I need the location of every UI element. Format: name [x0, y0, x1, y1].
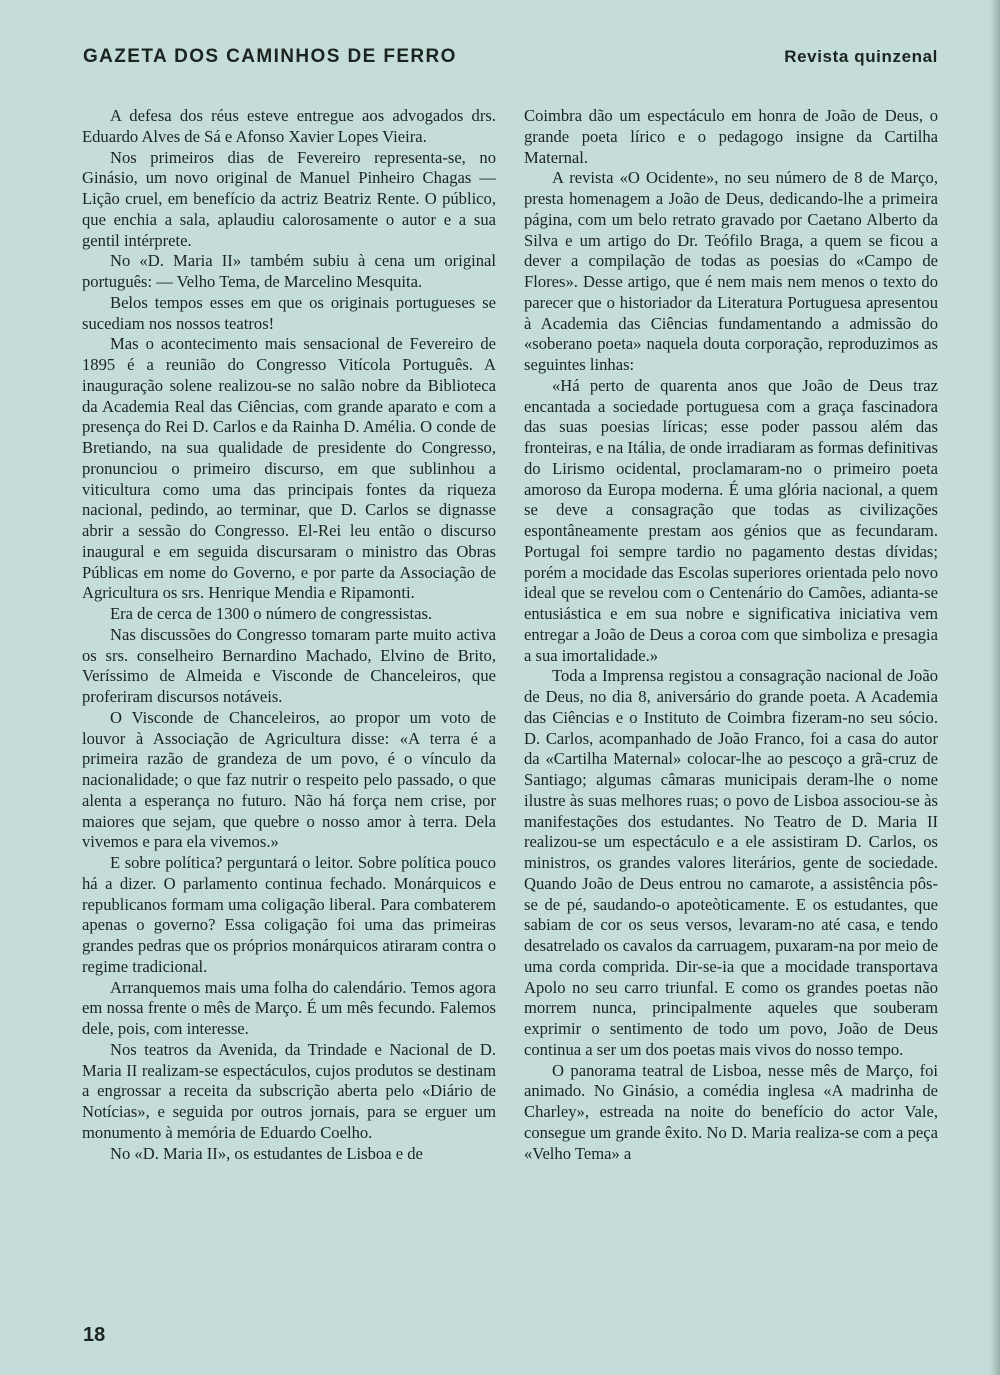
- paragraph: Nas discussões do Congresso tomaram parte muito activa os srs. conselheiro Bernardino Machado, Elvino de Brito, Veríssimo de Almeida e Visconde de Chanceleiros, que proferiram discursos notáveis.: [82, 624, 496, 706]
- paragraph: Belos tempos esses em que os originais portugueses se sucediam nos nossos teatros!: [82, 292, 496, 333]
- publication-subtitle: Revista quinzenal: [784, 47, 938, 66]
- left-text-column: [82, 106, 496, 1164]
- paragraph: O Visconde de Chanceleiros, ao propor um voto de louvor à Associação de Agricultura disse: «A terra é a primeira razão de grandeza de um povo, é o vínculo da nacionalidade; o que faz nutrir o respeito pelo passado, o que alenta a esperança no futuro. Não há força nem crise, por maiores que sejam, que quebre o nosso amor à terra. Dela vivemos e para ela vivemos.»: [82, 707, 496, 852]
- right-text-column: [524, 106, 938, 1164]
- paragraph: Toda a Imprensa registou a consagração nacional de João de Deus, no dia 8, aniversário do grande poeta. A Academia das Ciências e o Instituto de Coimbra fizeram-no seu sócio. D. Carlos, acompanhado de João Franco, foi a casa do autor da «Cartilha Maternal» colocar-lhe ao pescoço a grã-cruz de Santiago; algumas câmaras municipais deram-lhe o nome ilustre às suas melhores ruas; o povo de Lisboa associou-se às manifestações dos estudantes. No Teatro de D. Maria II realizou-se um espectáculo e a ele assistiram D. Carlos, os ministros, os grandes valores literários, gente de sociedade. Quando João de Deus entrou no camarote, a assistência pôs-se de pé, saudando-o apoteòticamente. E os estudantes, que sabiam de cor os seus versos, levaram-no até casa, e tendo desatrelado os cavalos da carruagem, puxaram-na por meio de uma corda comprida. Dir-se-ia que a mocidade transportava Apolo no seu carro triunfal. E como os grandes poetas não morrem nunca, principalmente aqueles que souberam exprimir o sentimento de todo um povo, João de Deus continua a ser um dos poetas mais vivos do nosso tempo.: [524, 666, 938, 1059]
- page-edge-shadow: [990, 0, 1000, 1375]
- paragraph: No «D. Maria II» também subiu à cena um original português: — Velho Tema, de Marcelino Mesquita.: [82, 251, 496, 291]
- paragraph: Nos primeiros dias de Fevereiro representa-se, no Ginásio, um novo original de Manuel Pinheiro Chagas — Lição cruel, em benefício da actriz Beatriz Rente. O público, que enchia a sala, aplaudiu calorosamente o autor e a sua gentil intérprete.: [82, 147, 496, 250]
- paragraph: Arranquemos mais uma folha do calendário. Temos agora em nossa frente o mês de Março. É um mês fecundo. Falemos dele, pois, com interesse.: [82, 977, 496, 1038]
- running-header: [83, 46, 938, 68]
- paragraph: O panorama teatral de Lisboa, nesse mês de Março, foi animado. No Ginásio, a comédia inglesa «A madrinha de Charley», estreada na noite do benefício do actor Vale, consegue um grande êxito. No D. Maria realiza-se com a peça «Velho Tema» a: [524, 1060, 938, 1163]
- paragraph: A defesa dos réus esteve entregue aos advogados drs. Eduardo Alves de Sá e Afonso Xavier Lopes Vieira.: [82, 106, 496, 146]
- paragraph: Era de cerca de 1300 o número de congressistas.: [110, 604, 433, 623]
- paragraph: No «D. Maria II», os estudantes de Lisboa e de: [110, 1143, 423, 1163]
- paragraph: «Há perto de quarenta anos que João de Deus traz encantada a sociedade portuguesa com a graça fascinadora das suas poesias líricas; esse poder passou além das fronteiras, e na Itália, de onde irradiaram as formas definitivas do Lirismo ocidental, proclamaram-no o primeiro poeta amoroso da Europa moderna. É uma glória nacional, a quem se deve a consagração que todas as civilizações espontâneamente prestam aos génios que as fecundaram. Portugal foi sempre tardio no pagamento destas dívidas; porém a mocidade das Escolas superiores orientada pelo novo ideal que se revelou com o Centenário do Camões, adianta-se entusiástica e em sua nobre e significativa iniciativa vem entregar a João de Deus a coroa com que simboliza e presagia a sua imortalidade.»: [524, 375, 938, 665]
- page-number: 18: [83, 1324, 106, 1346]
- paragraph: A revista «O Ocidente», no seu número de 8 de Março, presta homenagem a João de Deus, dedicando-lhe a primeira página, com um belo retrato gravado por Caetano Alberto da Silva e um artigo do Dr. Teófilo Braga, a quem se ficou a dever a compilação de todas as poesias do «Campo de Flores». Desse artigo, que é nem mais nem menos o texto do parecer que o historiador da Literatura Portuguesa apresentou à Academia das Ciências fundamentando a admissão do «soberano poeta» naquela douta corporação, reproduzimos as seguintes linhas:: [524, 168, 938, 374]
- paragraph: Coimbra dão um espectáculo em honra de João de Deus, o grande poeta lírico e o pedagogo insigne da Cartilha Maternal.: [524, 106, 938, 167]
- paragraph: E sobre política? perguntará o leitor. Sobre política pouco há a dizer. O parlamento continua fechado. Monárquicos e republicanos formam uma coligação liberal. Para combaterem apenas o governo? Essa coligação foi uma das primeiras grandes pedras que os próprios monárquicos atiraram contra o regime tradicional.: [82, 853, 496, 976]
- paragraph: Mas o acontecimento mais sensacional de Fevereiro de 1895 é a reunião do Congresso Vitícola Português. A inauguração solene realizou-se no salão nobre da Biblioteca da Academia Real das Ciências, com grande aparato e com a presença do Rei D. Carlos e da Rainha D. Amélia. O conde de Bretiando, na sua qualidade de presidente do Congresso, pronunciou o primeiro discurso, em que sublinhou a viticultura como uma das principais fontes da riqueza nacional, pedindo, ao terminar, que D. Carlos se dignasse abrir a sessão do Congresso. El-Rei leu então o discurso inaugural e em seguida discursaram o ministro das Obras Públicas em nome do Governo, e por parte da Associação de Agricultura os srs. Henrique Mendia e Ripamonti.: [82, 334, 496, 603]
- publication-title: GAZETA DOS CAMINHOS DE FERRO: [83, 46, 457, 67]
- paragraph: Nos teatros da Avenida, da Trindade e Nacional de D. Maria II realizam-se espectáculos, cujos produtos se destinam a engrossar a receita da subscrição aberta pelo «Diário de Notícias», e seguida por outros jornais, para se erguer um monumento à memória de Eduardo Coelho.: [82, 1039, 496, 1142]
